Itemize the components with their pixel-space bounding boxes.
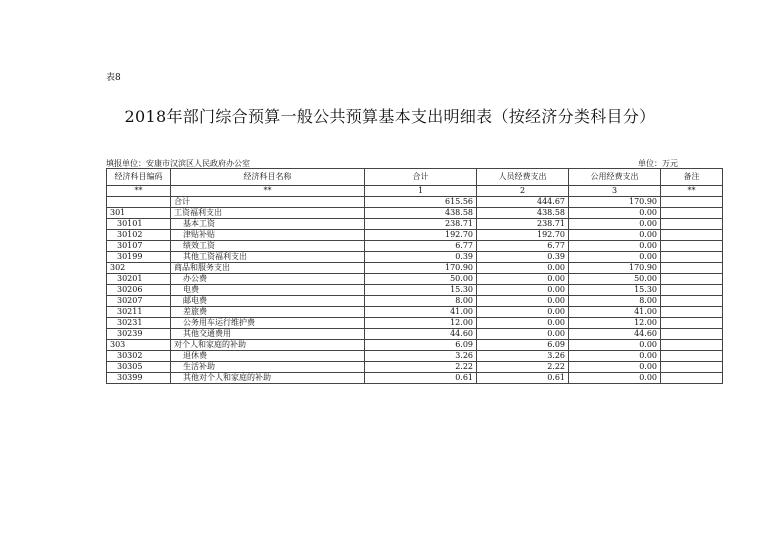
personnel-cell: 444.67	[477, 197, 569, 208]
name-cell: 退休费	[171, 351, 365, 362]
table-row	[107, 329, 723, 340]
public-cell: 0.00	[569, 230, 661, 241]
name-cell: 差旅费	[171, 307, 365, 318]
table-row	[107, 252, 723, 263]
note-cell	[661, 296, 723, 307]
public-cell: 0.00	[569, 373, 661, 384]
table-row	[107, 351, 723, 362]
table-row	[107, 318, 723, 329]
code-cell: 30199	[107, 252, 171, 263]
total-cell: 2.22	[365, 362, 477, 373]
total-cell: 170.90	[365, 263, 477, 274]
total-cell: 44.60	[365, 329, 477, 340]
code-cell: 302	[107, 263, 171, 274]
table-row	[107, 263, 723, 274]
personnel-cell: 0.61	[477, 373, 569, 384]
table-row	[107, 241, 723, 252]
index-row	[107, 186, 723, 197]
header-code: 经济科目编码	[107, 169, 171, 186]
name-cell: 绩效工资	[171, 241, 365, 252]
personnel-cell: 0.00	[477, 285, 569, 296]
note-cell	[661, 219, 723, 230]
total-cell: 8.00	[365, 296, 477, 307]
note-cell	[661, 274, 723, 285]
code-cell: 30305	[107, 362, 171, 373]
personnel-cell: 6.77	[477, 241, 569, 252]
total-cell: 0.39	[365, 252, 477, 263]
table-row	[107, 373, 723, 384]
public-cell: 0.00	[569, 252, 661, 263]
table-row	[107, 340, 723, 351]
public-cell: 170.90	[569, 263, 661, 274]
code-cell: 30207	[107, 296, 171, 307]
header-public: 公用经费支出	[569, 169, 661, 186]
personnel-cell: 0.00	[477, 263, 569, 274]
code-cell: 301	[107, 208, 171, 219]
code-cell: 30399	[107, 373, 171, 384]
name-cell: 公务用车运行维护费	[171, 318, 365, 329]
total-cell: 12.00	[365, 318, 477, 329]
name-cell: 邮电费	[171, 296, 365, 307]
index-cell: 2	[477, 186, 569, 197]
total-cell: 50.00	[365, 274, 477, 285]
total-cell: 192.70	[365, 230, 477, 241]
total-cell: 6.09	[365, 340, 477, 351]
table-row	[107, 307, 723, 318]
note-cell	[661, 329, 723, 340]
index-cell: **	[171, 186, 365, 197]
public-cell: 12.00	[569, 318, 661, 329]
header-total: 合计	[365, 169, 477, 186]
note-cell	[661, 351, 723, 362]
code-cell: 30206	[107, 285, 171, 296]
personnel-cell: 2.22	[477, 362, 569, 373]
currency-unit: 单位：万元	[638, 159, 678, 168]
code-cell: 30211	[107, 307, 171, 318]
note-cell	[661, 285, 723, 296]
public-cell: 8.00	[569, 296, 661, 307]
name-cell: 其他对个人和家庭的补助	[171, 373, 365, 384]
total-cell: 6.77	[365, 241, 477, 252]
name-cell: 商品和服务支出	[171, 263, 365, 274]
personnel-cell: 0.39	[477, 252, 569, 263]
name-cell: 合计	[171, 197, 365, 208]
index-cell: 1	[365, 186, 477, 197]
name-cell: 电费	[171, 285, 365, 296]
public-cell: 0.00	[569, 351, 661, 362]
note-cell	[661, 318, 723, 329]
personnel-cell: 3.26	[477, 351, 569, 362]
personnel-cell: 0.00	[477, 296, 569, 307]
personnel-cell: 0.00	[477, 318, 569, 329]
public-cell: 170.90	[569, 197, 661, 208]
index-cell: **	[107, 186, 171, 197]
note-cell	[661, 362, 723, 373]
total-cell: 0.61	[365, 373, 477, 384]
total-cell: 3.26	[365, 351, 477, 362]
public-cell: 50.00	[569, 274, 661, 285]
table-row	[107, 197, 723, 208]
table-row	[107, 274, 723, 285]
header-note: 备注	[661, 169, 723, 186]
public-cell: 15.30	[569, 285, 661, 296]
page-title: 2018年部门综合预算一般公共预算基本支出明细表（按经济分类科目分）	[124, 107, 656, 126]
public-cell: 44.60	[569, 329, 661, 340]
name-cell: 其他工资福利支出	[171, 252, 365, 263]
code-cell: 30102	[107, 230, 171, 241]
public-cell: 0.00	[569, 241, 661, 252]
public-cell: 0.00	[569, 362, 661, 373]
table-row	[107, 208, 723, 219]
note-cell	[661, 230, 723, 241]
table-row	[107, 219, 723, 230]
total-cell: 15.30	[365, 285, 477, 296]
note-cell	[661, 263, 723, 274]
code-cell: 30231	[107, 318, 171, 329]
total-cell: 438.58	[365, 208, 477, 219]
public-cell: 0.00	[569, 208, 661, 219]
name-cell: 其他交通费用	[171, 329, 365, 340]
name-cell: 对个人和家庭的补助	[171, 340, 365, 351]
name-cell: 办公费	[171, 274, 365, 285]
code-cell: 30107	[107, 241, 171, 252]
header-personnel: 人员经费支出	[477, 169, 569, 186]
table-row	[107, 296, 723, 307]
personnel-cell: 192.70	[477, 230, 569, 241]
note-cell	[661, 307, 723, 318]
note-cell	[661, 208, 723, 219]
public-cell: 0.00	[569, 340, 661, 351]
code-cell: 30239	[107, 329, 171, 340]
name-cell: 生活补助	[171, 362, 365, 373]
note-cell	[661, 241, 723, 252]
total-cell: 615.56	[365, 197, 477, 208]
name-cell: 工资福利支出	[171, 208, 365, 219]
personnel-cell: 0.00	[477, 329, 569, 340]
index-cell: 3	[569, 186, 661, 197]
code-cell: 30101	[107, 219, 171, 230]
table-row	[107, 362, 723, 373]
code-cell: 30302	[107, 351, 171, 362]
personnel-cell: 0.00	[477, 274, 569, 285]
total-cell: 238.71	[365, 219, 477, 230]
reporting-unit: 填报单位：安康市汉滨区人民政府办公室	[106, 159, 250, 168]
code-cell: 303	[107, 340, 171, 351]
personnel-cell: 238.71	[477, 219, 569, 230]
personnel-cell: 6.09	[477, 340, 569, 351]
table-row	[107, 285, 723, 296]
table-row	[107, 230, 723, 241]
header-name: 经济科目名称	[171, 169, 365, 186]
personnel-cell: 0.00	[477, 307, 569, 318]
note-cell	[661, 252, 723, 263]
personnel-cell: 438.58	[477, 208, 569, 219]
note-cell	[661, 197, 723, 208]
code-cell	[107, 197, 171, 208]
budget-table	[106, 168, 723, 384]
public-cell: 0.00	[569, 219, 661, 230]
name-cell: 津贴补贴	[171, 230, 365, 241]
note-cell	[661, 340, 723, 351]
note-cell	[661, 373, 723, 384]
public-cell: 41.00	[569, 307, 661, 318]
total-cell: 41.00	[365, 307, 477, 318]
name-cell: 基本工资	[171, 219, 365, 230]
table-number: 表8	[106, 73, 121, 83]
code-cell: 30201	[107, 274, 171, 285]
header-row	[107, 169, 723, 186]
index-cell: **	[661, 186, 723, 197]
